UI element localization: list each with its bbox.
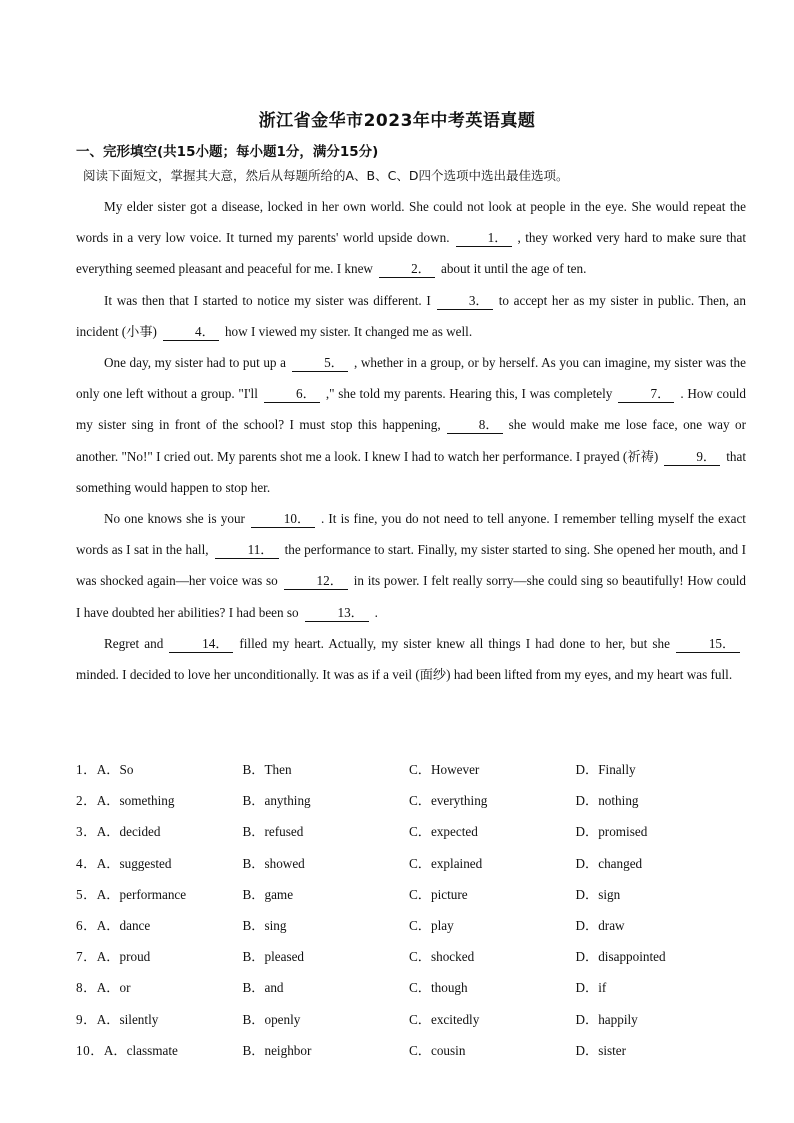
passage-text: that something would happen to stop her. xyxy=(76,448,746,495)
passage-text: It was then that I started to notice my sister was different. I xyxy=(104,292,431,308)
question-number: 1． xyxy=(76,762,97,778)
option-a-cell xyxy=(76,821,243,840)
option-a[interactable]: A．classmate xyxy=(103,1042,178,1058)
passage-paragraph-1 xyxy=(76,191,746,285)
passage-text: the performance to start. Finally, my sister started to sing. She opened her mouth, and I was shocked again—her voice was so xyxy=(76,542,746,589)
option-a[interactable]: A．performance xyxy=(96,886,187,902)
option-d[interactable]: D．promised xyxy=(575,824,648,840)
option-c[interactable]: C．excitedly xyxy=(409,1011,480,1027)
option-a[interactable]: A．dance xyxy=(96,918,151,934)
option-d[interactable]: D．disappointed xyxy=(575,949,666,965)
option-d[interactable]: D．sign xyxy=(575,886,621,902)
blank-5: 5． xyxy=(292,355,348,372)
question-number: 6． xyxy=(76,918,97,934)
blank-12: 12． xyxy=(284,573,348,590)
blank-2: 2． xyxy=(379,261,435,278)
option-d[interactable]: D．happily xyxy=(575,1011,638,1027)
passage-paragraph-4 xyxy=(76,503,746,628)
blank-13: 13． xyxy=(305,605,369,622)
option-c[interactable]: C．cousin xyxy=(409,1042,466,1058)
blank-3: 3． xyxy=(437,293,493,310)
passage-text: ," she told my parents. Hearing this, I was completely xyxy=(325,386,613,402)
page-title: 浙江省金华市2023年中考英语真题 xyxy=(258,111,536,131)
passage-text: filled my heart. Actually, my sister knew all things I had done to her, but she xyxy=(239,635,670,651)
option-a-cell xyxy=(76,884,243,903)
question-number: 9． xyxy=(76,1011,97,1027)
option-a-cell xyxy=(76,853,243,872)
option-c[interactable]: C．shocked xyxy=(409,949,475,965)
option-row xyxy=(76,940,756,971)
option-d[interactable]: D．sister xyxy=(575,1042,627,1058)
option-b[interactable]: B．anything xyxy=(242,793,311,809)
blank-15: 15． xyxy=(676,636,740,653)
blank-11: 11． xyxy=(215,542,279,559)
passage-text: how I viewed my sister. It changed me as well. xyxy=(224,323,473,339)
passage-text: to accept her as my sister in public. Then, an incident (小事) xyxy=(76,292,746,339)
option-a[interactable]: A．suggested xyxy=(96,855,172,871)
option-a-cell xyxy=(76,977,243,996)
option-a-cell xyxy=(76,1040,243,1059)
cloze-passage xyxy=(76,191,746,690)
passage-text: . How could my sister sing in front of the school? I must stop this happening, xyxy=(76,386,746,433)
option-b[interactable]: B．pleased xyxy=(242,949,305,965)
passage-text: No one knows she is your xyxy=(104,511,245,527)
passage-paragraph-3 xyxy=(76,347,746,503)
blank-6: 6． xyxy=(264,386,320,403)
passage-text: , whether in a group, or by herself. As you can imagine, my sister was the only one left without a group. "I'll xyxy=(76,355,746,402)
blank-4: 4． xyxy=(163,324,219,341)
option-b[interactable]: B．Then xyxy=(242,762,292,778)
question-number: 10． xyxy=(76,1042,104,1058)
option-b[interactable]: B．game xyxy=(242,886,294,902)
passage-text: she would make me lose face, one way or another. "No!" I cried out. My parents shot me a look. I knew I had to watch her performance. I prayed (祈祷) xyxy=(76,417,746,464)
question-number: 3． xyxy=(76,824,97,840)
question-number: 2． xyxy=(76,793,97,809)
option-c[interactable]: C．though xyxy=(409,980,468,996)
option-a[interactable]: A．silently xyxy=(96,1011,159,1027)
blank-14: 14． xyxy=(169,636,233,653)
option-c[interactable]: C．However xyxy=(409,762,480,778)
option-a[interactable]: A．decided xyxy=(96,824,161,840)
option-row xyxy=(76,878,756,909)
option-d[interactable]: D．changed xyxy=(575,855,643,871)
passage-text: . xyxy=(374,604,378,620)
question-number: 4． xyxy=(76,855,97,871)
question-number: 7． xyxy=(76,949,97,965)
option-d[interactable]: D．draw xyxy=(575,918,625,934)
passage-text: My elder sister got a disease, locked in her own world. She could not look at people in the eye. She would repeat the words in a very low voice. It turned my parents' world upside down. xyxy=(76,199,746,246)
option-a-cell xyxy=(76,946,243,965)
option-a[interactable]: A．something xyxy=(96,793,175,809)
option-b[interactable]: B．showed xyxy=(242,855,305,871)
option-c[interactable]: C．play xyxy=(409,918,454,934)
question-number: 8． xyxy=(76,980,97,996)
option-row xyxy=(76,847,756,878)
option-d[interactable]: D．if xyxy=(575,980,607,996)
section-instruction: 阅读下面短文，掌握其大意，然后从每题所给的A、B、C、D四个选项中选出最佳选项。 xyxy=(83,168,569,183)
option-c[interactable]: C．picture xyxy=(409,886,468,902)
option-c[interactable]: C．everything xyxy=(409,793,488,809)
option-a-cell xyxy=(76,1009,243,1028)
blank-8: 8． xyxy=(447,417,503,434)
option-row xyxy=(76,1034,756,1065)
answer-options xyxy=(76,753,756,1065)
option-b[interactable]: B．openly xyxy=(242,1011,301,1027)
option-b[interactable]: B．and xyxy=(242,980,284,996)
option-b[interactable]: B．neighbor xyxy=(242,1042,312,1058)
option-a[interactable]: A．proud xyxy=(96,949,151,965)
option-row xyxy=(76,971,756,1002)
blank-1: 1． xyxy=(456,230,512,247)
passage-text: , they worked very hard to make sure that everything seemed pleasant and peaceful for me. I knew xyxy=(76,230,746,277)
option-b[interactable]: B．sing xyxy=(242,918,287,934)
passage-text: about it until the age of ten. xyxy=(440,261,587,277)
passage-text: . It is fine, you do not need to tell anyone. I remember telling myself the exact words as I sat in the hall, xyxy=(76,511,746,558)
section-heading: 一、完形填空(共15小题；每小题1分，满分15分) xyxy=(76,144,379,160)
option-a[interactable]: A．or xyxy=(96,980,131,996)
option-c[interactable]: C．expected xyxy=(409,824,478,840)
question-number: 5． xyxy=(76,886,97,902)
passage-text: in its power. I felt really sorry—she could sing so beautifully! How could I have doubted her abilities? I had been so xyxy=(76,573,746,620)
option-a[interactable]: A．So xyxy=(96,762,134,778)
option-row xyxy=(76,784,756,815)
blank-9: 9． xyxy=(664,449,720,466)
option-row xyxy=(76,753,756,784)
option-row xyxy=(76,909,756,940)
option-a-cell xyxy=(76,915,243,934)
passage-text: Regret and xyxy=(104,635,164,651)
passage-text: minded. I decided to love her unconditionally. It was as if a veil (面纱) had been lifted from my eyes, and my heart was full. xyxy=(76,667,733,683)
passage-text: One day, my sister had to put up a xyxy=(104,355,286,371)
option-d[interactable]: D．Finally xyxy=(575,762,636,778)
blank-7: 7． xyxy=(618,386,674,403)
option-d[interactable]: D．nothing xyxy=(575,793,639,809)
option-c[interactable]: C．explained xyxy=(409,855,483,871)
option-row xyxy=(76,1003,756,1034)
option-b[interactable]: B．refused xyxy=(242,824,304,840)
passage-paragraph-2 xyxy=(76,285,746,347)
blank-10: 10． xyxy=(251,511,315,528)
option-a-cell xyxy=(76,790,243,809)
option-a-cell xyxy=(76,759,243,778)
passage-paragraph-5 xyxy=(76,628,746,690)
option-row xyxy=(76,815,756,846)
